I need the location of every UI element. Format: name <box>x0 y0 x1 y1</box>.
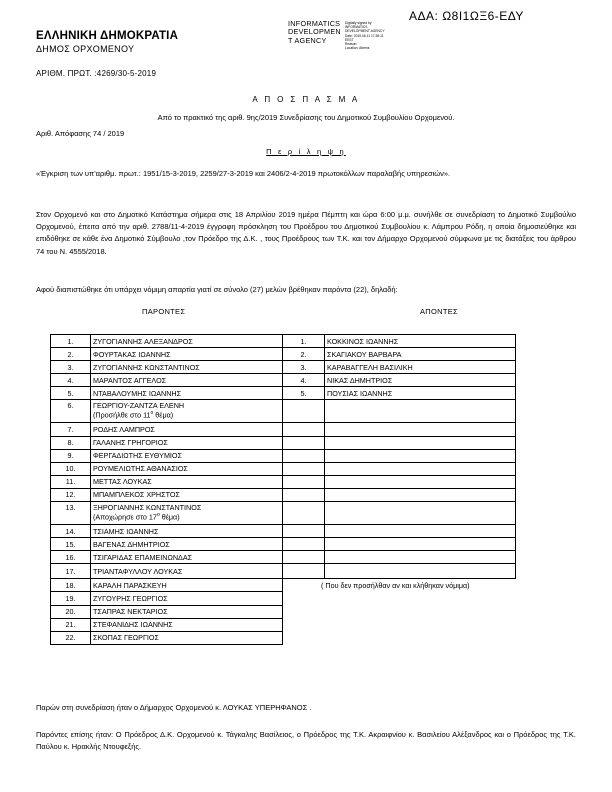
present-name: ΦΕΡΓΑΔΙΩΤΗΣ ΕΥΘΥΜΙΟΣ <box>93 451 182 461</box>
present-name: ΣΚΟΠΑΣ ΓΕΩΡΓΙΟΣ <box>93 633 159 643</box>
present-number: 18. <box>51 579 91 592</box>
present-note-sup: ο <box>156 512 160 519</box>
absent-name <box>325 551 516 564</box>
absent-name: ΝΙΚΑΣ ΔΗΜΗΤΡΙΟΣ <box>325 374 516 387</box>
table-row <box>51 592 516 605</box>
absent-name <box>325 423 516 436</box>
present-name: ΜΑΡΑΝΤΟΣ ΑΓΓΕΛΟΣ <box>93 375 167 385</box>
present-note <box>93 512 280 521</box>
present-name-cell <box>91 592 283 605</box>
table-row <box>51 348 516 361</box>
summary-title: Π ε ρ ί λ η ψ η <box>266 147 346 156</box>
table-row <box>51 564 516 579</box>
present-name-cell <box>91 361 283 374</box>
table-row <box>51 423 516 436</box>
government-title: ΕΛΛΗΝΙΚΗ ΔΗΜΟΚΡΑΤΙΑ <box>36 30 179 42</box>
logo-line: DEVELOPMEN <box>288 27 341 37</box>
present-name-cell <box>91 449 283 462</box>
present-number: 2. <box>51 348 91 361</box>
present-name: ΣΤΕΦΑΝΙΔΗΣ ΙΩΑΝΝΗΣ <box>93 620 173 630</box>
absent-name <box>325 525 516 538</box>
present-name-cell <box>91 374 283 387</box>
present-name-cell <box>91 436 283 449</box>
present-note-text: (Αποχώρησε στο 17 <box>93 512 157 522</box>
present-name-cell <box>91 423 283 436</box>
present-name-cell <box>91 605 283 618</box>
absent-name <box>325 538 516 551</box>
absent-number <box>283 423 325 436</box>
present-name-cell <box>91 488 283 501</box>
present-name: ΡΟΥΜΕΛΙΩΤΗΣ ΑΘΑΝΑΣΙΟΣ <box>93 464 188 474</box>
document-title: Α Π Ο Σ Π Α Σ Μ Α <box>252 95 360 104</box>
absent-number <box>283 502 325 525</box>
absent-number: 4. <box>283 374 325 387</box>
present-number: 1. <box>51 335 91 348</box>
present-number: 7. <box>51 423 91 436</box>
absent-name <box>325 462 516 475</box>
absent-number: 3. <box>283 361 325 374</box>
presidents-text: Παρόντες επίσης ήταν: Ο Πρόεδρος Δ.Κ. Ορχομενού κ. Τάγκαλης Βασίλειος, ο Πρόεδρος της Τ.Κ. Ακραιφνίου κ. Βασιλείου Αλέξανδρος και ο Πρόεδρος της Τ.Κ. Παύλου κ. Ηρακλής Ντουφεξής. <box>36 730 576 752</box>
table-row <box>51 387 516 400</box>
summary-text: «Έγκριση των υπ'αριθμ. πρωτ.: 1951/15-3-2019, 2259/27-3-2019 και 2406/2-4-2019 πρωτοκόλλων παραλαβής υπηρεσιών». <box>36 169 451 178</box>
present-number: 21. <box>51 618 91 631</box>
signature-logo <box>288 20 341 45</box>
table-row <box>51 462 516 475</box>
table-row <box>51 618 516 631</box>
present-number: 3. <box>51 361 91 374</box>
absent-number <box>283 449 325 462</box>
absent-name: ΚΑΡΑΒΑΓΓΕΛΗ ΒΑΣΙΛΙΚΗ <box>325 361 516 374</box>
absent-name: ΣΚΑΓΙΑΚΟΥ ΒΑΡΒΑΡΑ <box>325 348 516 361</box>
present-name-cell <box>91 387 283 400</box>
absent-name <box>325 564 516 579</box>
absent-number <box>283 618 325 631</box>
table-row <box>51 525 516 538</box>
present-name-cell <box>91 475 283 488</box>
present-note-text: (Προσήλθε στο 11 <box>93 410 151 420</box>
present-number: 12. <box>51 488 91 501</box>
present-number: 22. <box>51 631 91 644</box>
table-row <box>51 361 516 374</box>
absent-name <box>325 475 516 488</box>
absent-note: ( Που δεν προσήλθαν αν και κλήθηκαν νόμιμα) <box>283 579 516 592</box>
present-name: ΤΣΑΠΡΑΣ ΝΕΚΤΑΡΙΟΣ <box>93 607 168 617</box>
table-row <box>51 605 516 618</box>
present-name: ΦΟΥΡΤΑΚΑΣ ΙΩΑΝΝΗΣ <box>93 349 171 359</box>
absent-number <box>283 400 325 423</box>
present-name: ΖΥΓΟΥΡΗΣ ΓΕΩΡΓΙΟΣ <box>93 593 168 603</box>
signature-line: INFORMATICS <box>345 25 368 30</box>
present-name-cell <box>91 502 283 525</box>
table-row <box>51 551 516 564</box>
table-row <box>51 631 516 644</box>
present-name: ΤΣΙΓΑΡΙΔΑΣ ΕΠΑΜΕΙΝΩΝΔΑΣ <box>93 552 193 562</box>
present-number: 4. <box>51 374 91 387</box>
present-name: ΜΠΑΜΠΛΕΚΟΣ ΧΡΗΣΤΟΣ <box>93 490 180 500</box>
present-number: 15. <box>51 538 91 551</box>
absent-number: 2. <box>283 348 325 361</box>
present-name-cell <box>91 400 283 423</box>
present-note <box>93 410 280 419</box>
table-row <box>51 579 516 592</box>
present-name-cell <box>91 462 283 475</box>
present-name: ΜΕΤΤΑΣ ΛΟΥΚΑΣ <box>93 477 152 487</box>
present-number: 8. <box>51 436 91 449</box>
present-heading: ΠΑΡΟΝΤΕΣ <box>142 307 186 316</box>
minutes-line: Από το πρακτικό της αριθ. 9ης/2019 Συνεδρίασης του Δημοτικού Συμβουλίου Ορχομενού. <box>157 113 455 122</box>
absent-name <box>325 449 516 462</box>
present-number: 20. <box>51 605 91 618</box>
present-number: 19. <box>51 592 91 605</box>
present-name: ΤΡΙΑΝΤΑΦΥΛΛΟΥ ΛΟΥΚΑΣ <box>93 566 183 576</box>
absent-name <box>325 618 516 631</box>
absent-number <box>283 631 325 644</box>
absent-number <box>283 551 325 564</box>
table-row <box>51 436 516 449</box>
present-name: ΝΤΑΒΑΛΟΥΜΗΣ ΙΩΑΝΝΗΣ <box>93 388 182 398</box>
present-name: ΓΕΩΡΓΙΟΥ-ΖΑΝΤΖΑ ΕΛΕΝΗ <box>93 401 185 411</box>
table-row <box>51 374 516 387</box>
present-name-cell <box>91 551 283 564</box>
absent-number <box>283 605 325 618</box>
table-row <box>51 335 516 348</box>
table-row <box>51 488 516 501</box>
absent-name <box>325 605 516 618</box>
present-number: 10. <box>51 462 91 475</box>
present-name-cell <box>91 564 283 579</box>
table-row <box>51 449 516 462</box>
signature-line: Location: Athens <box>345 46 370 51</box>
absent-name <box>325 502 516 525</box>
absent-name: ΚΟΚΚΙΝΟΣ ΙΩΑΝΝΗΣ <box>325 335 516 348</box>
meeting-text: Στον Ορχομενό και στο Δημοτικό Κατάστημα σήμερα στις 18 Απριλίου 2019 ημέρα Πέμπτη και ώρα 6:00 μ.μ. συνήλθε σε συνεδρίαση το Δημοτικό Συμβούλιο Ορχομενού, έπειτα από την αριθ. 2788/11-4-2019 έγγραφη πρόσκληση του Προέδρου του Δημοτικού Συμβουλίου κ. Λάμπρου Ρόδη, η οποία δημοσιεύθηκε και επιδόθηκε σε κάθε ένα Δημοτικό Σύμβουλο ,τον Πρόεδρο της Δ.Κ. , τους Προέδρους των Τ.Κ. και τον Δήμαρχο Ορχομενού σύμφωνα με τις διατάξεις του άρθρου 74 του Ν. 4555/2018. <box>36 210 576 256</box>
present-number: 13. <box>51 502 91 525</box>
signature-line: Digitally signed by <box>345 21 372 25</box>
signature-line: DEVELOPMENT AGENCY <box>345 29 385 34</box>
present-number: 14. <box>51 525 91 538</box>
present-name-cell <box>91 538 283 551</box>
present-number: 16. <box>51 551 91 564</box>
present-note-end: θέμα) <box>159 512 180 522</box>
absent-number: 5. <box>283 387 325 400</box>
present-number: 5. <box>51 387 91 400</box>
absent-number <box>283 525 325 538</box>
present-number: 9. <box>51 449 91 462</box>
absent-name <box>325 436 516 449</box>
municipality-name: ΔΗΜΟΣ ΟΡΧΟΜΕΝΟΥ <box>36 44 135 54</box>
present-name-cell <box>91 335 283 348</box>
present-name-cell <box>91 348 283 361</box>
present-name: ΤΣΙΑΜΗΣ ΙΩΑΝΝΗΣ <box>93 526 159 536</box>
present-name-cell <box>91 631 283 644</box>
signature-line: EEST <box>345 37 354 42</box>
attendance-table <box>50 334 516 645</box>
ada-code: ΑΔΑ: Ω8Ι1ΩΞ6-ΕΔΥ <box>409 9 524 23</box>
absent-name <box>325 592 516 605</box>
absent-number <box>283 538 325 551</box>
present-name: ΖΥΓΟΓΙΑΝΝΗΣ ΑΛΕΞΑΝΔΡΟΣ <box>93 336 193 346</box>
absent-number <box>283 462 325 475</box>
present-name: ΓΑΛΑΝΗΣ ΓΡΗΓΟΡΙΟΣ <box>93 438 168 448</box>
present-number: 17. <box>51 564 91 579</box>
absent-number <box>283 475 325 488</box>
absent-name <box>325 631 516 644</box>
present-note-sup: ο <box>150 410 154 417</box>
present-name-cell <box>91 525 283 538</box>
digital-signature-details <box>345 21 405 50</box>
mayor-text: Παρών στη συνεδρίαση ήταν ο Δήμαρχος Ορχομενού κ. ΛΟΥΚΑΣ ΥΠΕΡΗΦΑΝΟΣ . <box>36 703 312 712</box>
table-row <box>51 475 516 488</box>
present-name: ΒΑΓΕΝΑΣ ΔΗΜΗΤΡΙΟΣ <box>93 539 170 549</box>
present-number: 11. <box>51 475 91 488</box>
table-row <box>51 400 516 423</box>
absent-name <box>325 400 516 423</box>
quorum-text: Αφού διαπιστώθηκε ότι υπάρχει νόμιμη απαρτία γιατί σε σύνολο (27) μελών βρέθηκαν παρόντα (22), δηλαδή: <box>36 285 398 294</box>
absent-number <box>283 564 325 579</box>
protocol-number: ΑΡΙΘΜ. ΠΡΩΤ. :4269/30-5-2019 <box>36 69 157 78</box>
logo-line: INFORMATICS <box>288 19 341 28</box>
absent-number <box>283 488 325 501</box>
present-name: ΖΥΓΟΓΙΑΝΝΗΣ ΚΩΝΣΤΑΝΤΙΝΟΣ <box>93 362 200 372</box>
absent-number <box>283 592 325 605</box>
present-name: ΞΗΡΟΓΙΑΝΝΗΣ ΚΩΝΣΤΑΝΤΙΝΟΣ <box>93 503 202 513</box>
present-name-cell <box>91 579 283 592</box>
signature-line: Reason: <box>345 42 358 47</box>
absent-heading: ΑΠΟΝΤΕΣ <box>420 307 458 316</box>
table-row <box>51 502 516 525</box>
table-row <box>51 538 516 551</box>
absent-number <box>283 436 325 449</box>
logo-line: T AGENCY <box>288 35 327 45</box>
present-name: ΚΑΡΑΛΗ ΠΑΡΑΣΚΕΥΗ <box>93 580 167 590</box>
present-name-cell <box>91 618 283 631</box>
present-name: ΡΟΔΗΣ ΛΑΜΠΡΟΣ <box>93 425 155 435</box>
signature-line: Date: 2019.06.11 17:38:11 <box>345 33 384 38</box>
absent-number: 1. <box>283 335 325 348</box>
decision-number: Αριθ. Απόφασης 74 / 2019 <box>36 129 125 138</box>
present-note-end: θέμα) <box>153 410 174 420</box>
present-number: 6. <box>51 400 91 423</box>
absent-name: ΠΟΥΣΙΑΣ ΙΩΑΝΝΗΣ <box>325 387 516 400</box>
absent-name <box>325 488 516 501</box>
